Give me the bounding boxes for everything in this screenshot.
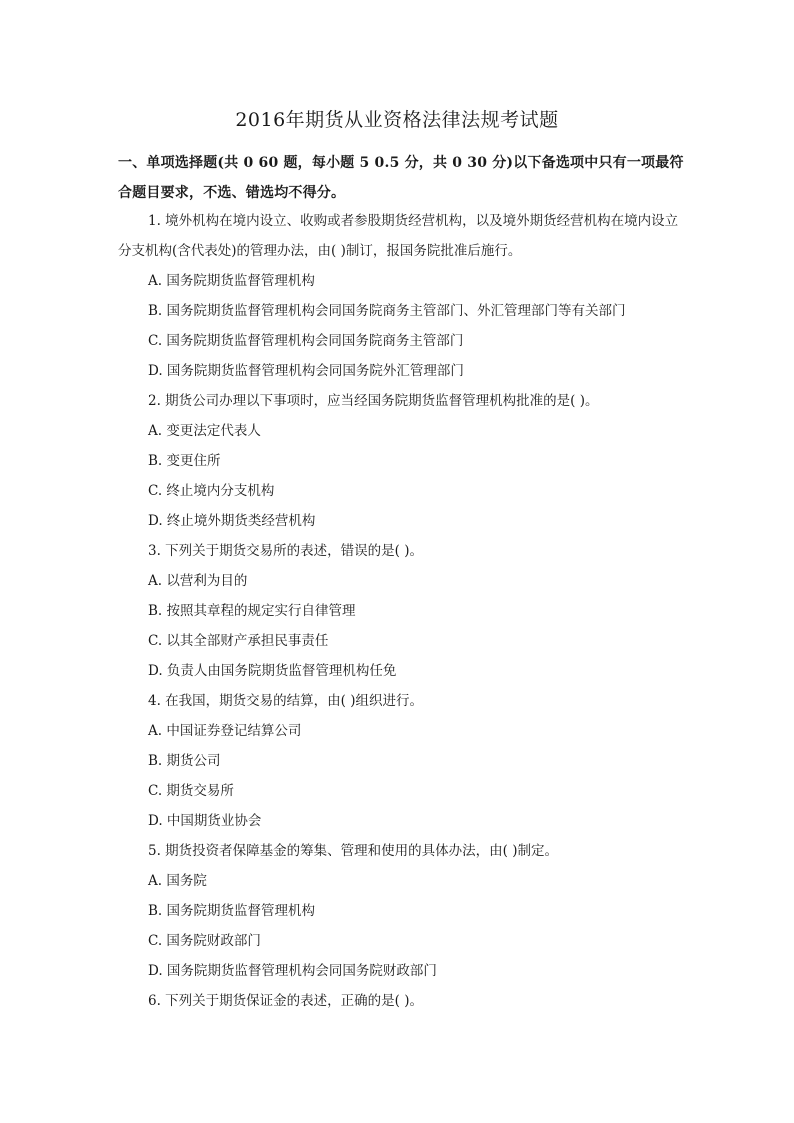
answer-option: B. 按照其章程的规定实行自律管理	[148, 603, 356, 619]
answer-option: D. 国务院期货监督管理机构会同国务院外汇管理部门	[148, 363, 464, 379]
answer-option: A. 国务院期货监督管理机构	[148, 273, 315, 289]
answer-option: A. 中国证券登记结算公司	[148, 723, 302, 739]
answer-option: C. 国务院财政部门	[148, 933, 261, 949]
answer-option: D. 终止境外期货类经营机构	[148, 513, 316, 529]
section-heading: 一、单项选择题(共 0 60 题，每小题 5 0.5 分，共 0 30 分)以下备选项中只有一项最符合题目要求，不选、错选均不得分。	[118, 155, 684, 201]
answer-option: D. 中国期货业协会	[148, 813, 262, 829]
answer-option: C. 期货交易所	[148, 783, 234, 799]
answer-option: A. 变更法定代表人	[148, 423, 261, 439]
question-text: 5. 期货投资者保障基金的筹集、管理和使用的具体办法，由( )制定。	[148, 843, 558, 859]
answer-option: D. 负责人由国务院期货监督管理机构任免	[148, 663, 397, 679]
answer-option: B. 变更住所	[148, 453, 221, 469]
answer-option: B. 国务院期货监督管理机构	[148, 903, 316, 919]
question-list	[118, 206, 688, 1016]
answer-option: A. 国务院	[148, 873, 207, 889]
answer-option: C. 以其全部财产承担民事责任	[148, 633, 329, 649]
question-text: 1. 境外机构在境内设立、收购或者参股期货经营机构，以及境外期货经营机构在境内设立分支机构(含代表处)的管理办法，由( )制订，报国务院批准后施行。	[118, 213, 679, 259]
document-title: 2016年期货从业资格法律法规考试题	[235, 109, 559, 131]
answer-option: D. 国务院期货监督管理机构会同国务院财政部门	[148, 963, 437, 979]
question-text: 6. 下列关于期货保证金的表述，正确的是( )。	[148, 993, 423, 1009]
answer-option: B. 期货公司	[148, 753, 221, 769]
answer-option: C. 终止境内分支机构	[148, 483, 275, 499]
question-text: 3. 下列关于期货交易所的表述，错误的是( )。	[148, 543, 423, 559]
answer-option: A. 以营利为目的	[148, 573, 248, 589]
answer-option: C. 国务院期货监督管理机构会同国务院商务主管部门	[148, 333, 464, 349]
answer-option: B. 国务院期货监督管理机构会同国务院商务主管部门、外汇管理部门等有关部门	[148, 303, 626, 319]
question-text: 4. 在我国，期货交易的结算，由( )组织进行。	[148, 693, 423, 709]
question-text: 2. 期货公司办理以下事项时，应当经国务院期货监督管理机构批准的是( )。	[148, 393, 599, 409]
